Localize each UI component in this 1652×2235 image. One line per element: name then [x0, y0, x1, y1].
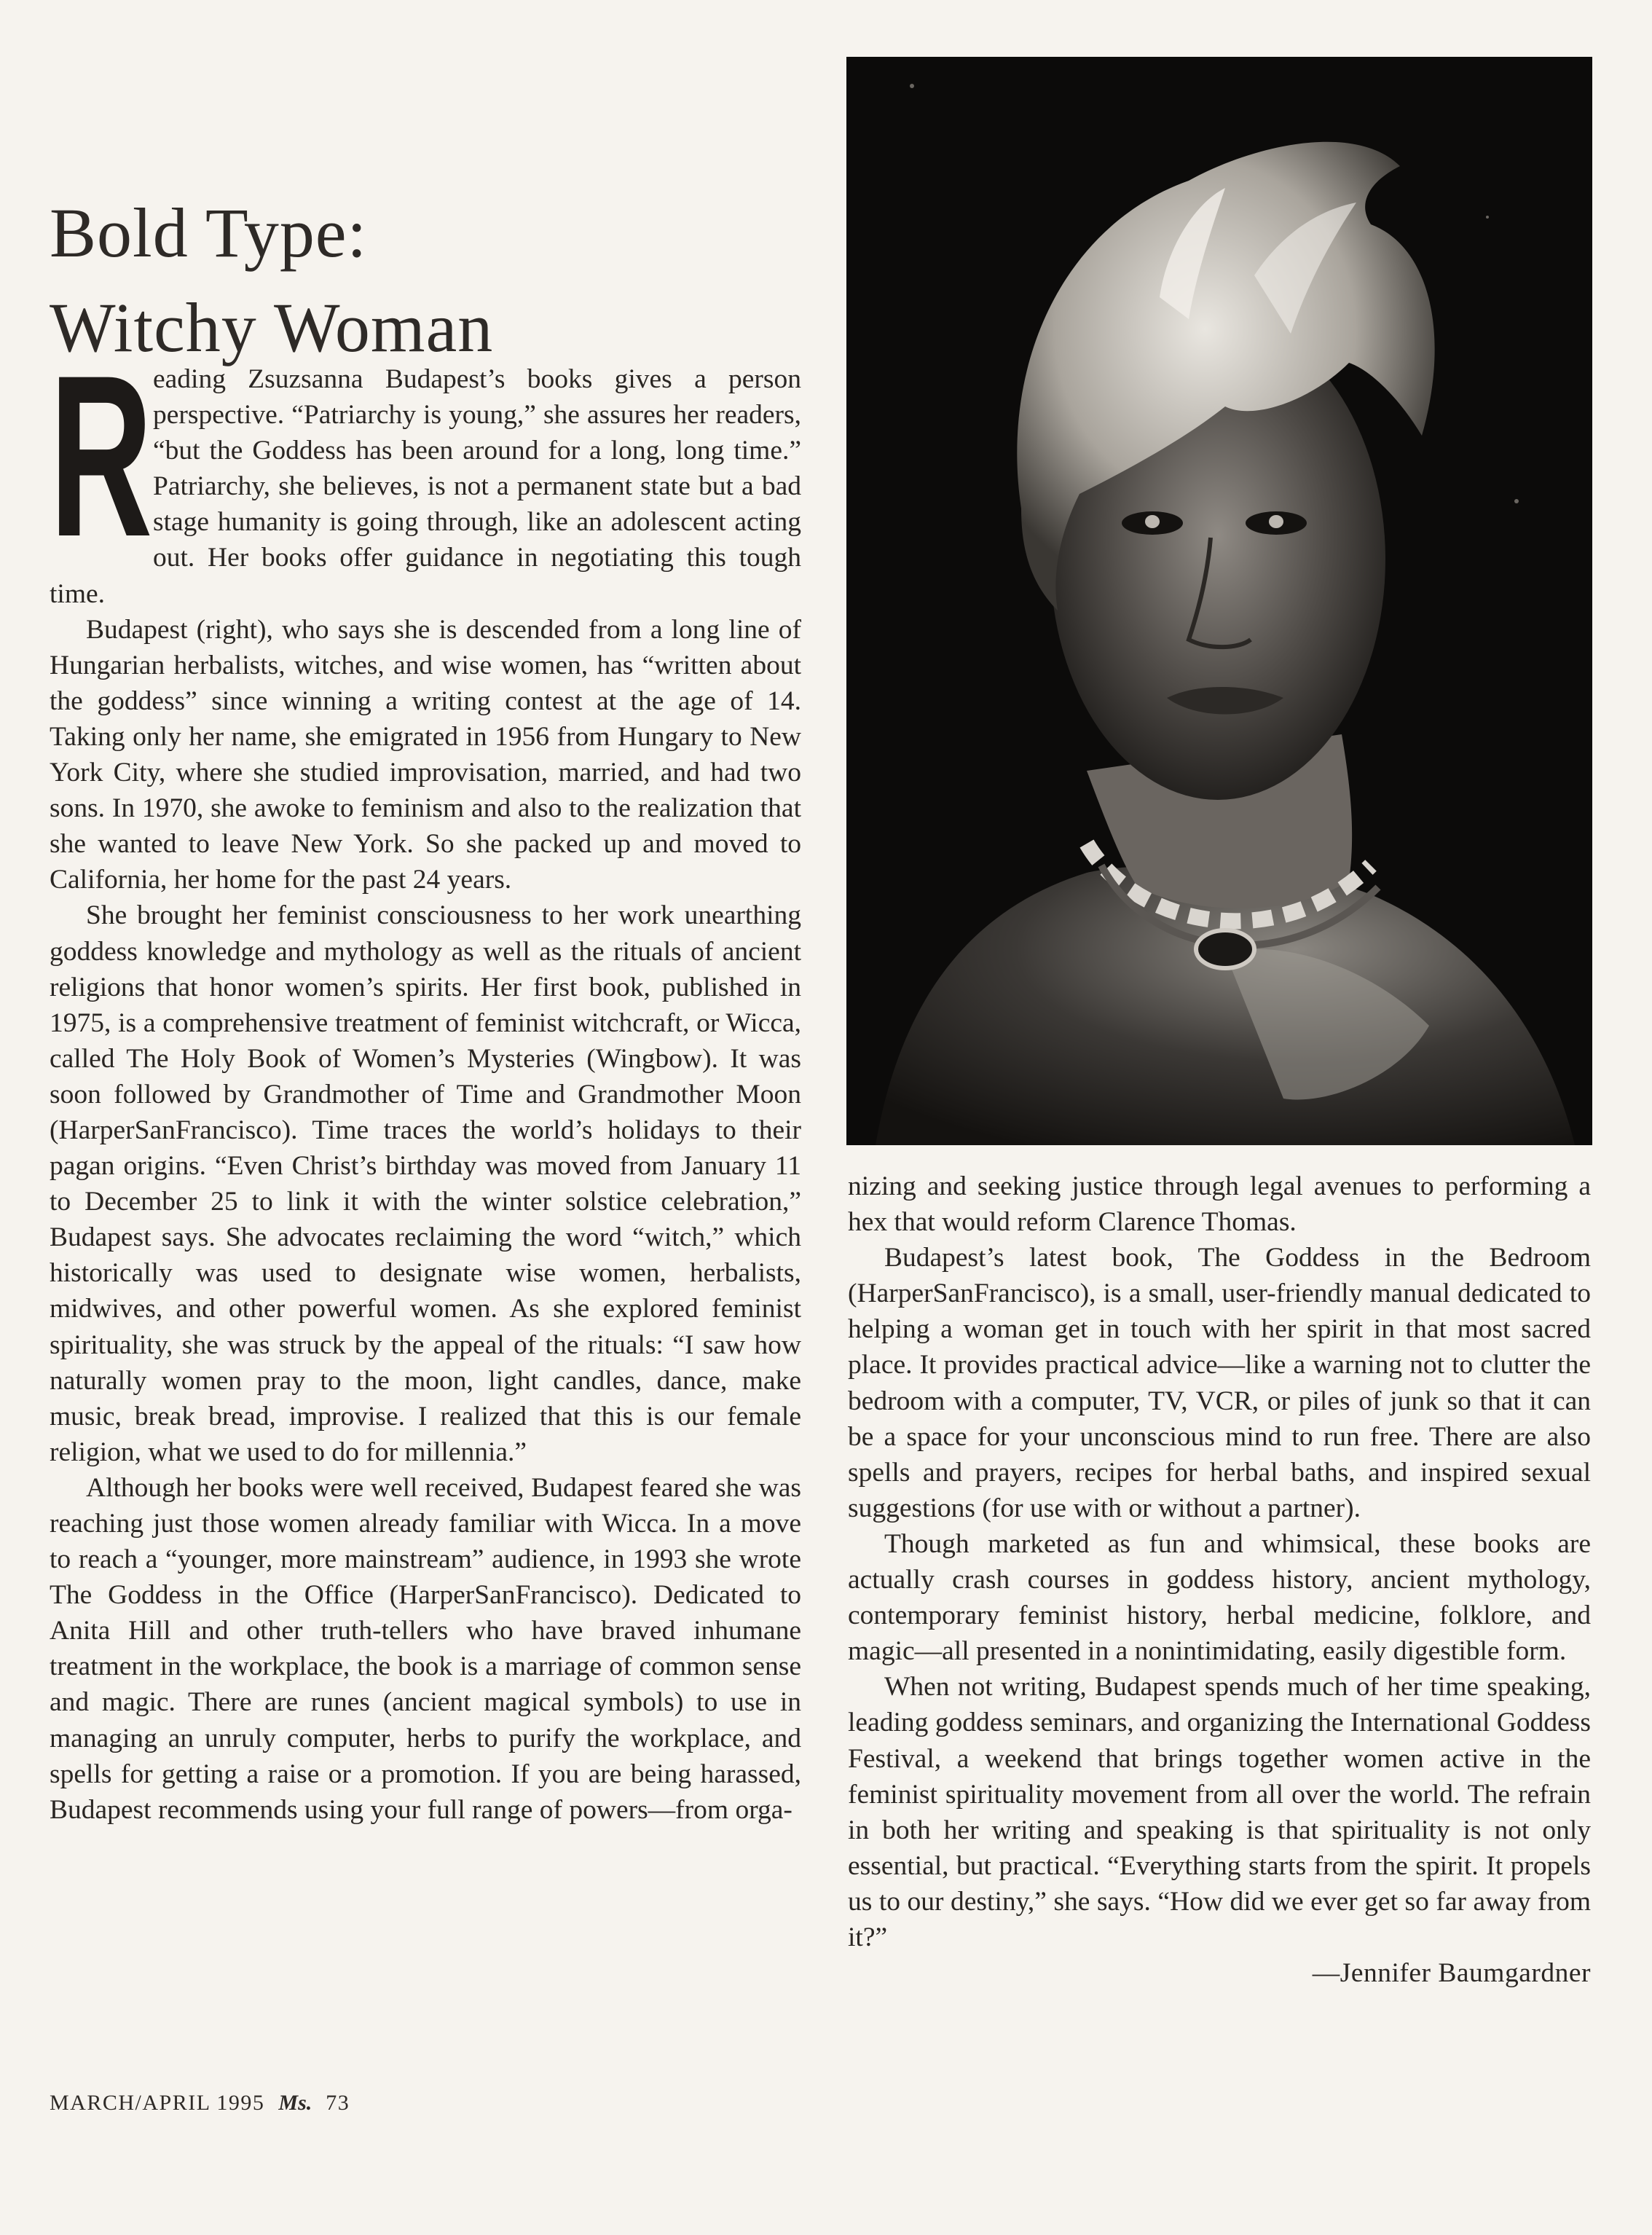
paragraph-2: Budapest (right), who says she is descended from a long line of Hungarian herbalists, witches, and wise women, has “written about the goddess” since winning a writing contest at the age of 14. Taking only her name, she emigrated in 1956 from Hungary to New York City, where she studied improvisation, married, and had two sons. In 1970, she awoke to feminism and also to the realization that she wanted to leave New York. So she packed up and moved to California, her home for the past 24 years. [50, 614, 801, 895]
paragraph-1: eading Zsuzsanna Budapest’s books gives a person perspective. “Patriarchy is young,” she assures her readers, “but the Goddess has been around for a long, long time.” Patriarchy, she believes, is not a permanent state but a bad stage humanity is going through, like an adolescent acting out. Her books offer guidance in negotiating this tough time. [50, 364, 801, 609]
byline: —Jennifer Baumgardner [1312, 1958, 1591, 1989]
paragraph-4: Although her books were well received, Budapest feared she was reaching just those women already familiar with Wicca. In a move to reach a “younger, more mainstream” audience, in 1993 she wrote The Goddess in the Office (HarperSanFrancisco). Dedicated to Anita Hill and other truth-tellers who have braved inhumane treatment in the workplace, the book is a marriage of common sense and magic. There are runes (ancient magical symbols) to use in managing an unruly computer, herbs to purify the workplace, and spells for getting a raise or a promotion. If you are being harassed, Budapest recommends using your full range of powers—from orga- [50, 1472, 801, 1825]
drop-cap: R [50, 327, 153, 584]
portrait-illustration [846, 57, 1592, 1145]
headline [50, 186, 814, 375]
magazine-logo: Ms. [278, 2091, 312, 2115]
paragraph-7: Though marketed as fun and whimsical, these books are actually crash courses in goddess history, ancient mythology, contemporary feminist history, herbal medicine, folklore, and magic—all presented in a nonintimidating, easily digestible form. [848, 1528, 1591, 1667]
page-number: 73 [326, 2091, 350, 2115]
portrait-photo [846, 57, 1592, 1145]
folio-date: MARCH/APRIL 1995 [50, 2091, 265, 2115]
paragraph-6: Budapest’s latest book, The Goddess in the Bedroom (HarperSanFrancisco), is a small, user-friendly manual dedicated to helping a woman get in touch with her spirit in that most sacred place. It provides practical advice—like a warning not to clutter the bedroom with a computer, TV, VCR, or piles of junk so that it can be a space for your unconscious mind to run free. There are also spells and prayers, recipes for herbal baths, and inspired sexual suggestions (for use with or without a partner). [848, 1243, 1591, 1523]
folio [50, 2091, 350, 2116]
paragraph-8: When not writing, Budapest spends much of her time speaking, leading goddess seminars, and organizing the International Goddess Festival, a weekend that brings together women active in the feminist spirituality movement from all over the world. The refrain in both her writing and speaking is that spirituality is not only essential, but practical. “Everything starts from the spirit. It propels us to our destiny,” she says. “How did we ever get so far away from it?” [848, 1672, 1591, 1952]
right-column [848, 1168, 1591, 1991]
paragraph-5: nizing and seeking justice through legal avenues to performing a hex that would reform Clarence Thomas. [848, 1171, 1591, 1238]
headline-line-1: Bold Type: [50, 194, 368, 272]
paragraph-3: She brought her feminist consciousness to her work unearthing goddess knowledge and mythology as well as the rituals of ancient religions that honor women’s spirits. Her first book, published in 1975, is a comprehensive treatment of feminist witchcraft, or Wicca, called The Holy Book of Women’s Mysteries (Wingbow). It was soon followed by Grandmother of Time and Grandmother Moon (HarperSanFrancisco). Time traces the world’s holidays to their pagan origins. “Even Christ’s birthday was moved from January 11 to December 25 to link it with the winter solstice celebration,” Budapest says. She advocates reclaiming the word “witch,” which historically was used to designate wise women, herbalists, midwives, and other powerful women. As she explored feminist spirituality, she was struck by the appeal of the rituals: “I saw how naturally women pray to the moon, light candles, dance, make music, break bread, improvise. I realized that this is our female religion, what we used to do for millennia.” [50, 900, 801, 1467]
headline-line-2: Witchy Woman [50, 288, 494, 366]
